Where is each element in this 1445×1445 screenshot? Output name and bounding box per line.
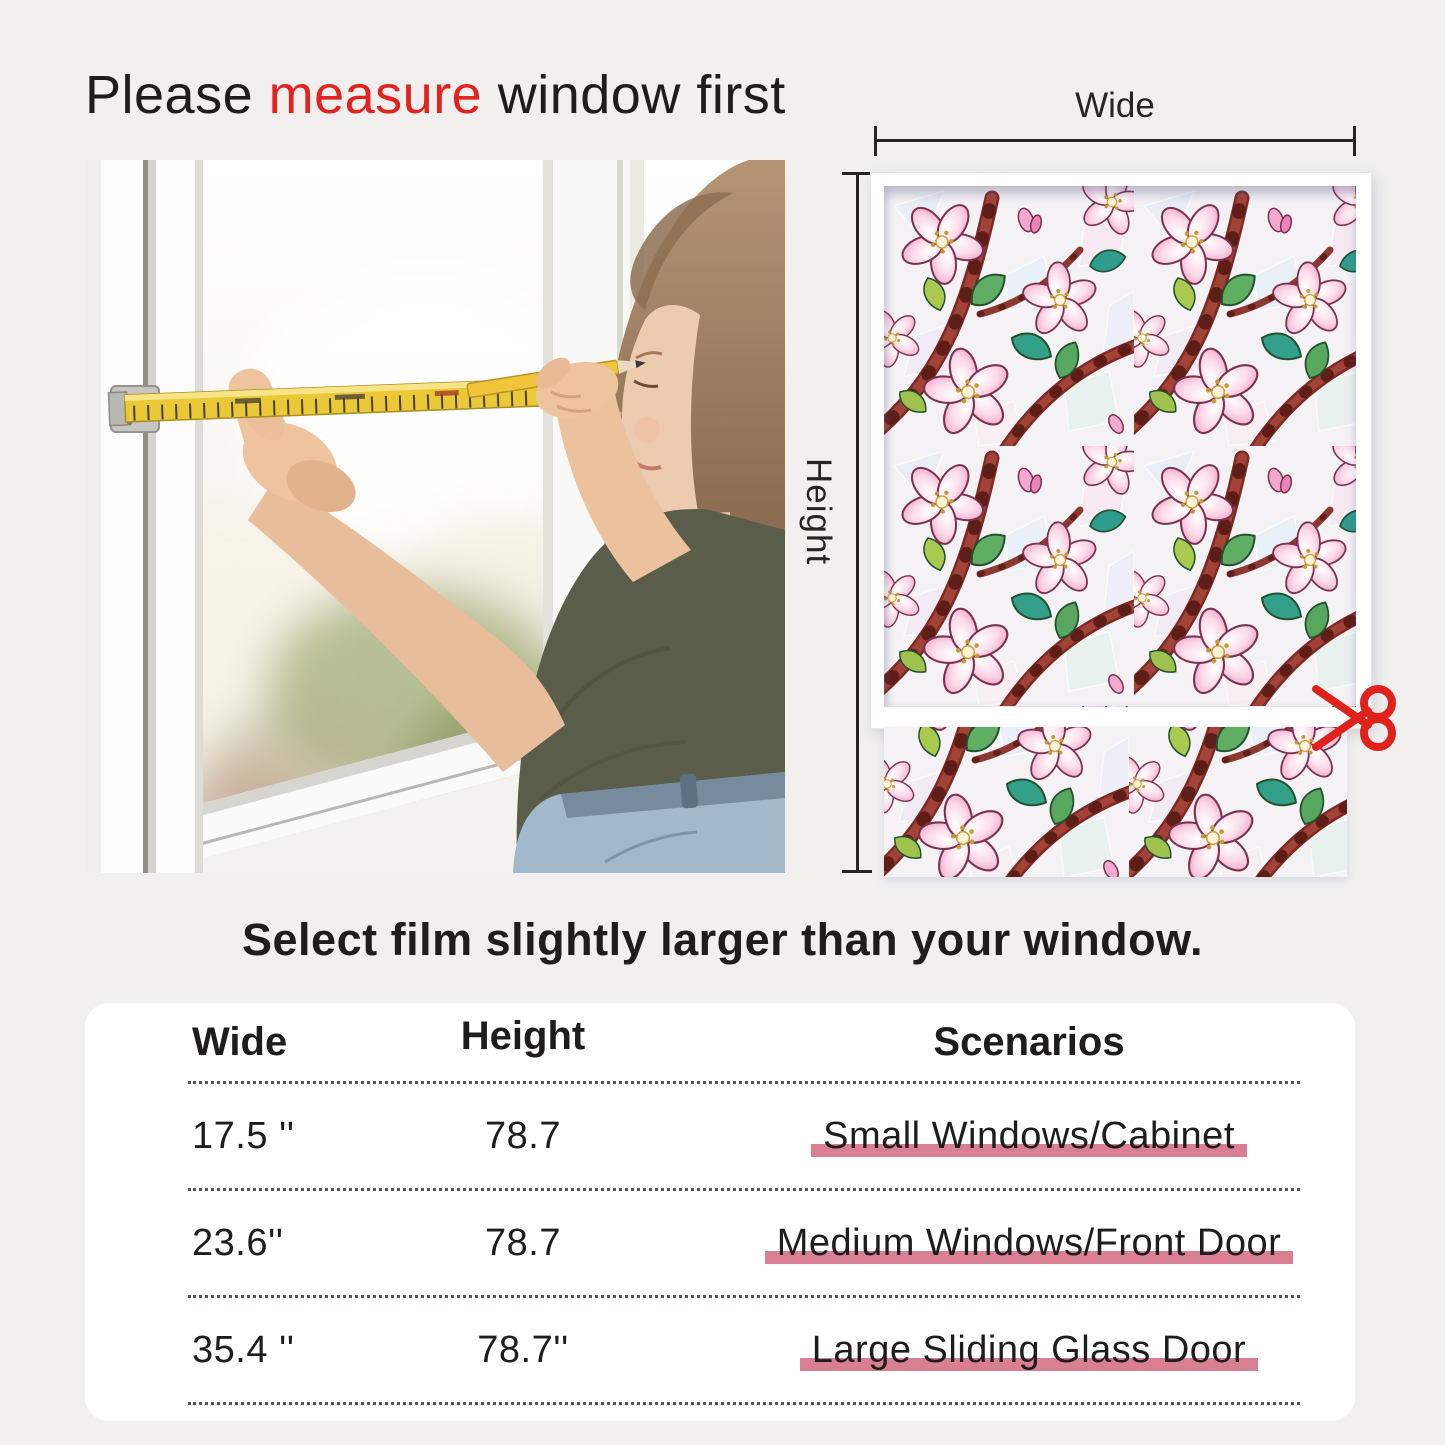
cell-wide: 17.5 ''	[192, 1114, 295, 1157]
height-dimension-label: Height	[799, 458, 838, 566]
height-dimension-tick-top	[842, 172, 872, 175]
cell-scenario-highlighted: Medium Windows/Front Door	[773, 1222, 1286, 1265]
wide-dimension-label: Wide	[1075, 86, 1155, 125]
wide-dimension-tick-right	[1353, 126, 1356, 156]
page-title	[85, 64, 786, 126]
table-row	[188, 1191, 1300, 1298]
subtitle: Select film slightly larger than your window.	[242, 914, 1203, 965]
wide-dimension-tick-left	[874, 126, 877, 156]
measuring-photo	[85, 160, 785, 873]
cell-wide: 35.4 ''	[192, 1328, 295, 1371]
left-window-frame	[85, 160, 203, 873]
table-row	[188, 1298, 1300, 1405]
size-table-card	[85, 1003, 1355, 1421]
cell-height: 78.7	[485, 1114, 561, 1157]
table-header-height: Height	[460, 1013, 586, 1058]
cell-wide: 23.6''	[192, 1221, 284, 1264]
scissors-icon	[1310, 679, 1402, 757]
table-header-scenarios: Scenarios	[933, 1019, 1125, 1064]
cell-height: 78.7	[485, 1221, 561, 1264]
title-highlight: measure	[268, 65, 483, 125]
photo-illustration	[85, 160, 785, 873]
title-prefix: Please	[85, 65, 269, 125]
table-row	[188, 1084, 1300, 1191]
height-dimension-tick-bottom	[842, 870, 872, 873]
cell-height: 78.7''	[477, 1328, 569, 1371]
window-film	[884, 186, 1356, 707]
table-header-wide: Wide	[192, 1019, 288, 1064]
wide-dimension-line	[874, 139, 1356, 142]
table-header-row	[188, 1003, 1300, 1084]
title-suffix: window first	[482, 65, 786, 125]
height-dimension-line	[856, 172, 859, 873]
cell-scenario-highlighted: Large Sliding Glass Door	[808, 1329, 1250, 1372]
film-cut-strip	[884, 727, 1347, 877]
cell-scenario-highlighted: Small Windows/Cabinet	[819, 1115, 1239, 1158]
